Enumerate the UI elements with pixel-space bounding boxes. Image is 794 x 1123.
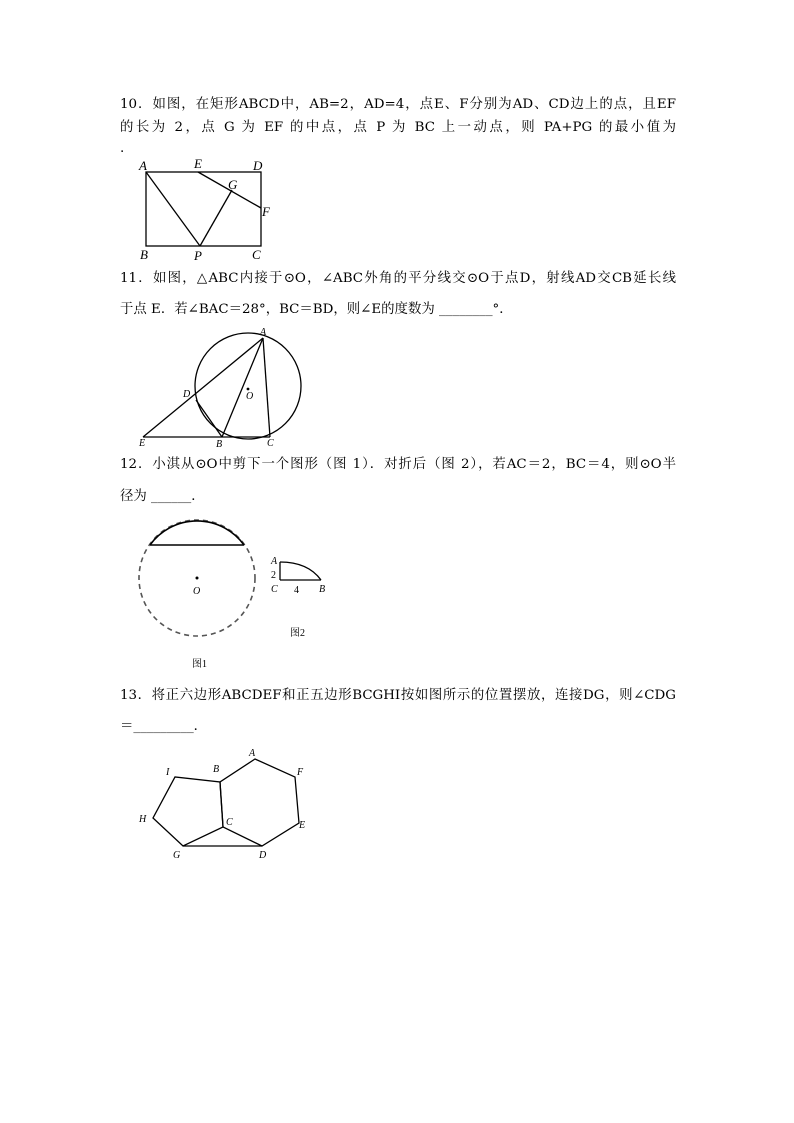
label-e: E [139,438,146,449]
label-d: D [259,850,267,861]
label-a: A [260,327,267,338]
regular-pentagon-bcghi [153,777,223,846]
label-b: B [140,247,148,262]
problem-11-line-2: 于点 E．若∠BAC＝28°，BC＝BD，则∠E的度数为 ________°． [120,302,513,317]
label-d: D [183,389,191,400]
caption-figure-1: 图1 [192,659,207,670]
label-f: F [297,767,304,778]
problem-13-line-1: 13．将正六边形ABCDEF和正五边形BCGHI按如图所示的位置摆放，连接DG，则∠CDG [120,688,676,703]
label-e: E [299,820,306,831]
label-c: C [252,247,261,262]
label-o: O [246,391,254,402]
label-c: C [267,438,274,449]
label-h: H [139,814,147,825]
regular-hexagon-abcdef [220,759,299,846]
label-a: A [249,748,256,759]
label-i: I [166,767,170,778]
problem-11-line-1: 11．如图，△ABC内接于⊙O，∠ABC外角的平分线交⊙O于点D，射线AD交CB延长线 [120,271,676,286]
caption-figure-2: 图2 [290,628,305,639]
label-4: 4 [294,585,299,596]
label-b: B [216,439,223,450]
label-g: G [173,850,181,861]
label-b: B [213,764,220,775]
problem-10-line-3: . [120,141,125,156]
label-c: C [271,584,278,595]
label-o: O [193,586,201,597]
label-f: F [262,204,270,219]
label-b: B [319,584,326,595]
problem-10-line-1: 10．如图，在矩形ABCD中，AB=2，AD=4，点E、F分别为AD、CD边上的点，且EF [120,97,676,112]
label-2: 2 [271,570,276,581]
label-p: P [194,248,202,263]
label-a: A [271,556,278,567]
problem-12-line-2: 径为 ______． [120,489,205,504]
problem-10-line-2: 的长为 2，点 G 为 EF 的中点，点 P 为 BC 上一动点，则 PA+PG 的最小值为 [120,120,676,135]
label-g: G [228,177,238,192]
problem-13-line-2: ＝_________． [120,719,208,734]
label-c: C [226,817,233,828]
label-e: E [194,156,202,171]
label-a: A [139,158,147,173]
problem-12-line-1: 12．小淇从⊙O中剪下一个图形（图 1）．对折后（图 2），若AC＝2，BC＝4，则⊙O半 [120,457,676,472]
label-d: D [253,158,263,173]
